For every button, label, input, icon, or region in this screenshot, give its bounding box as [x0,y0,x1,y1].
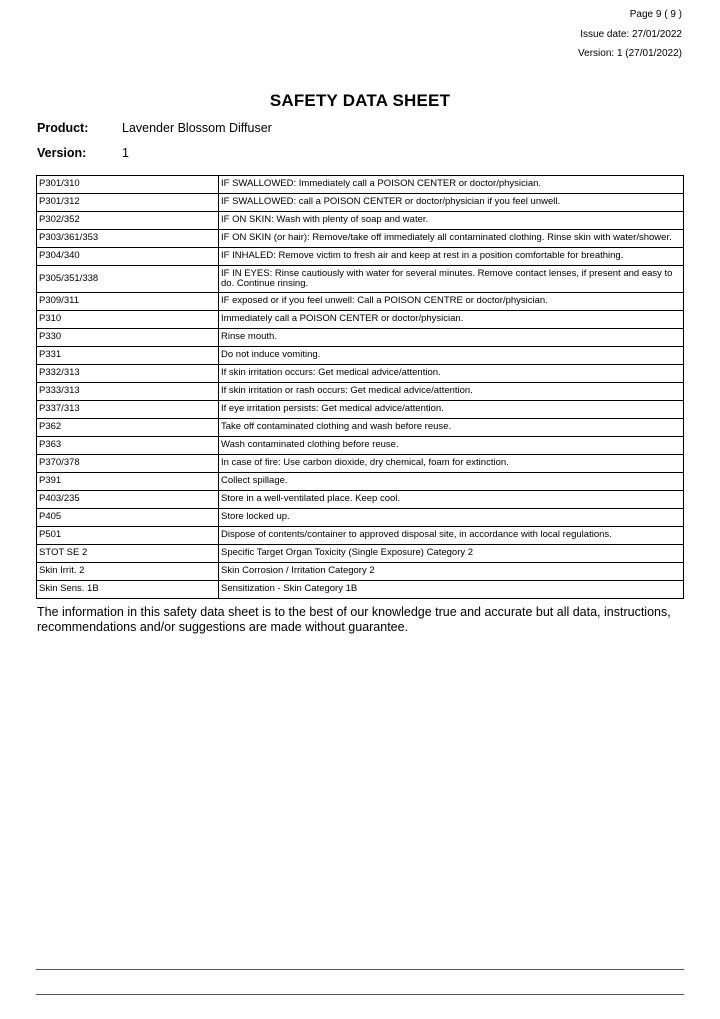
disclaimer-text: The information in this safety data sheet is to the best of our knowledge true and accurate but all data, instructions, recommendations and/or suggestions are made without guarantee. [37,605,671,634]
statement-text: Do not induce vomiting. [219,347,684,365]
statement-text: Store locked up. [219,509,684,527]
statement-code: P310 [37,311,219,329]
product-label: Product: [37,121,89,135]
table-row [37,383,684,401]
table-row [37,176,684,194]
statement-text: IF ON SKIN (or hair): Remove/take off immediately all contaminated clothing. Rinse skin with water/shower. [219,230,684,248]
statement-text: If skin irritation occurs: Get medical advice/attention. [219,365,684,383]
statement-code: STOT SE 2 [37,545,219,563]
version-header: Version: 1 (27/01/2022) [578,48,682,59]
table-row [37,347,684,365]
statement-text: Specific Target Organ Toxicity (Single Exposure) Category 2 [219,545,684,563]
statement-code: Skin Irrit. 2 [37,563,219,581]
statement-text: IF INHALED: Remove victim to fresh air and keep at rest in a position comfortable for breathing. [219,248,684,266]
version-label: Version: [37,146,87,160]
table-row [37,266,684,293]
statement-code: P363 [37,437,219,455]
precautionary-statements-table [36,175,684,599]
statement-code: P362 [37,419,219,437]
statement-code: P302/352 [37,212,219,230]
issue-date: Issue date: 27/01/2022 [580,29,682,40]
document-title: SAFETY DATA SHEET [269,91,451,110]
table-row [37,230,684,248]
statement-code: P309/311 [37,293,219,311]
table-row [37,293,684,311]
statement-code: P337/313 [37,401,219,419]
table-row [37,473,684,491]
statement-text: Collect spillage. [219,473,684,491]
table-row [37,419,684,437]
statement-text: In case of fire: Use carbon dioxide, dry chemical, foam for extinction. [219,455,684,473]
table-row [37,194,684,212]
table-row [37,248,684,266]
version-value: 1 [122,146,129,160]
footer-divider [36,969,684,970]
product-value: Lavender Blossom Diffuser [122,121,272,135]
table-row [37,311,684,329]
statement-text: IF SWALLOWED: Immediately call a POISON CENTER or doctor/physician. [219,176,684,194]
statement-code: P405 [37,509,219,527]
table-row [37,329,684,347]
statement-code: P331 [37,347,219,365]
statement-code: P301/310 [37,176,219,194]
statement-text: IF IN EYES: Rinse cautiously with water for several minutes. Remove contact lenses, if present and easy to do. Continue rinsing. [219,266,684,293]
footer-divider-bottom [36,994,684,995]
statement-code: P330 [37,329,219,347]
table-row [37,527,684,545]
statement-text: Store in a well-ventilated place. Keep cool. [219,491,684,509]
statement-code: P501 [37,527,219,545]
statement-text: Skin Corrosion / Irritation Category 2 [219,563,684,581]
statement-code: P403/235 [37,491,219,509]
statement-text: If skin irritation or rash occurs: Get medical advice/attention. [219,383,684,401]
statement-text: Dispose of contents/container to approved disposal site, in accordance with local regulations. [219,527,684,545]
statement-text: Rinse mouth. [219,329,684,347]
statement-text: Sensitization - Skin Category 1B [219,581,684,599]
table-row [37,563,684,581]
statement-code: P332/313 [37,365,219,383]
table-row [37,509,684,527]
statement-code: P303/361/353 [37,230,219,248]
statement-code: Skin Sens. 1B [37,581,219,599]
statement-code: P301/312 [37,194,219,212]
statement-text: Take off contaminated clothing and wash before reuse. [219,419,684,437]
page-number: Page 9 ( 9 ) [629,9,682,20]
statement-code: P333/313 [37,383,219,401]
statement-text: Wash contaminated clothing before reuse. [219,437,684,455]
statement-code: P305/351/338 [37,266,219,293]
table-row [37,455,684,473]
statement-text: IF SWALLOWED: call a POISON CENTER or doctor/physician if you feel unwell. [219,194,684,212]
table-row [37,401,684,419]
table-row [37,365,684,383]
table-row [37,545,684,563]
table-row [37,491,684,509]
statement-code: P391 [37,473,219,491]
table-row [37,581,684,599]
statement-text: IF ON SKIN: Wash with plenty of soap and water. [219,212,684,230]
statement-code: P370/378 [37,455,219,473]
statement-text: Immediately call a POISON CENTER or doctor/physician. [219,311,684,329]
statement-code: P304/340 [37,248,219,266]
table-row [37,212,684,230]
statement-text: IF exposed or if you feel unwell: Call a POISON CENTRE or doctor/physician. [219,293,684,311]
table-row [37,437,684,455]
statement-text: If eye irritation persists: Get medical advice/attention. [219,401,684,419]
